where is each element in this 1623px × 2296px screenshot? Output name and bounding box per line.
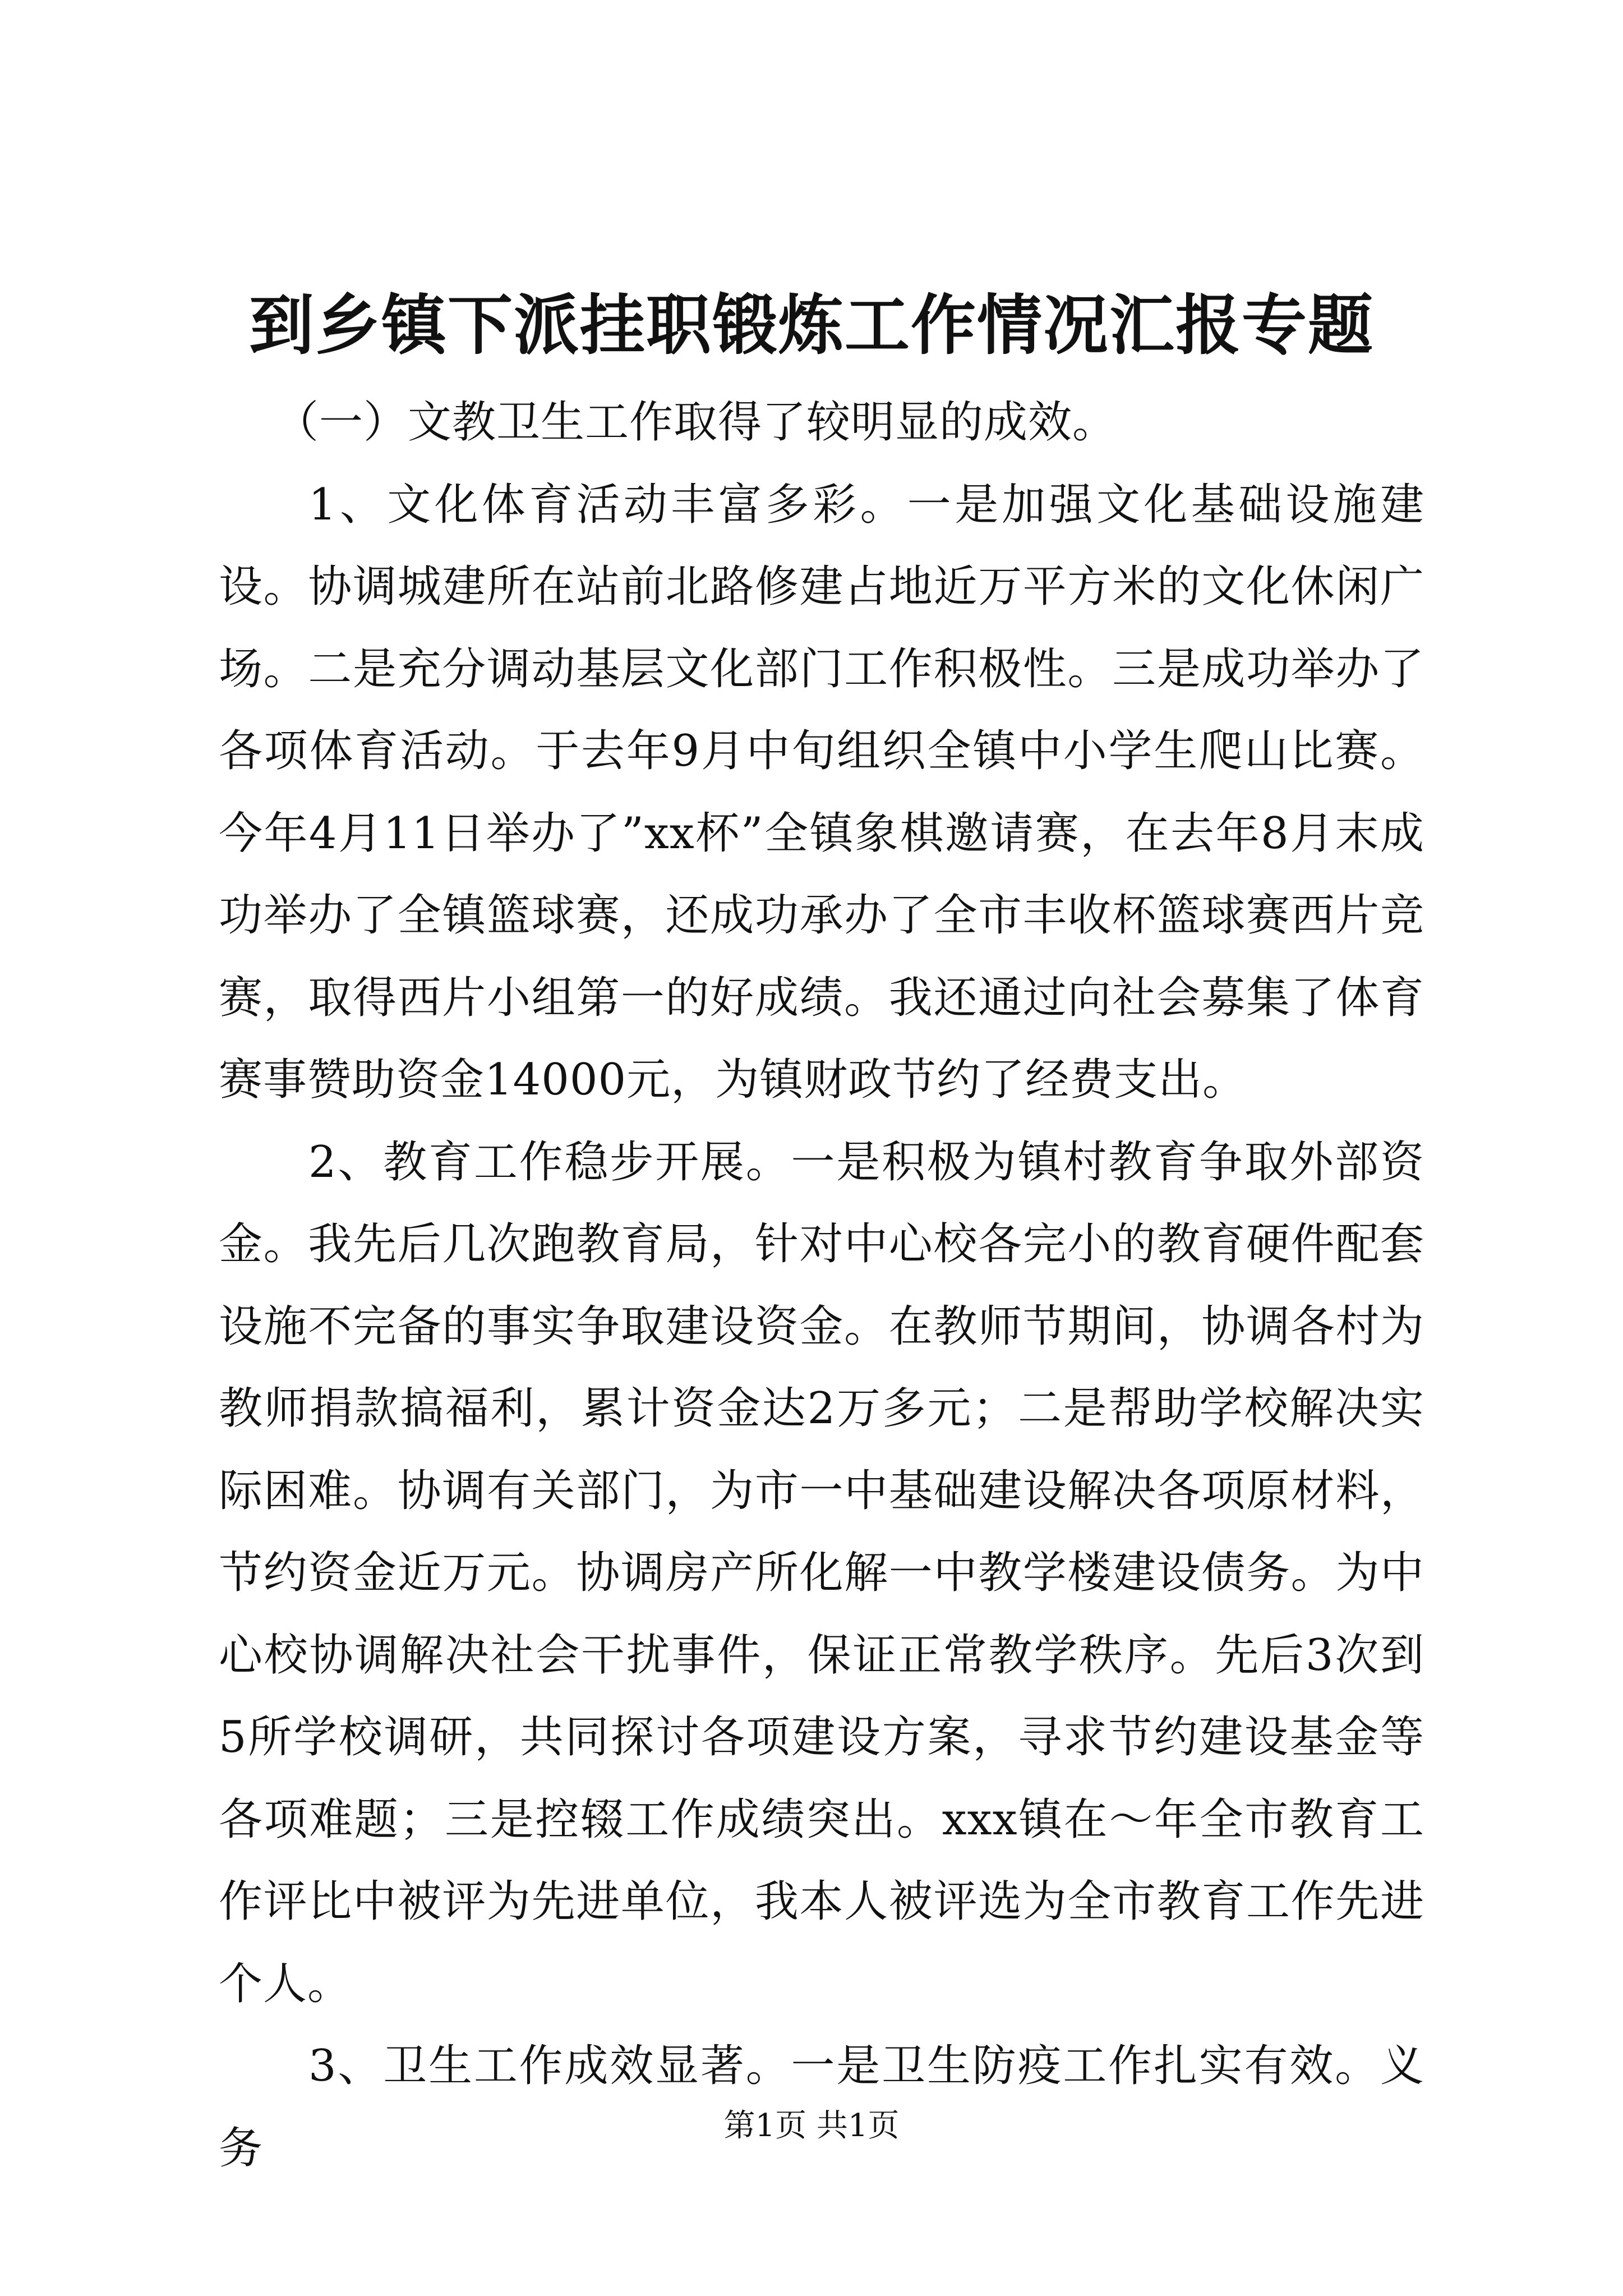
document-body: [219, 381, 1424, 2189]
page-footer: 第1页 共1页: [723, 2108, 900, 2144]
document-title: 到乡镇下派挂职锻炼工作情况汇报专题: [249, 287, 1374, 364]
paragraph-health: 3、卫生工作成效显著。一是卫生防疫工作扎实有效。义务: [219, 2041, 1424, 2174]
paragraph-culture-sports: 1、文化体育活动丰富多彩。一是加强文化基础设施建设。协调城建所在站前北路修建占地近万平方米的文化休闲广场。二是充分调动基层文化部门工作积极性。三是成功举办了各项体育活动。于去年9月中旬组织全镇中小学生爬山比赛。今年4月11日举办了”xx杯”全镇象棋邀请赛，在去年8月末成功举办了全镇篮球赛，还成功承办了全市丰收杯篮球赛西片竞赛，取得西片小组第一的好成绩。我还通过向社会募集了体育赛事赞助资金14000元，为镇财政节约了经费支出。: [219, 479, 1424, 1105]
paragraph-education: 2、教育工作稳步开展。一是积极为镇村教育争取外部资金。我先后几次跑教育局，针对中心校各完小的教育硬件配套设施不完备的事实争取建设资金。在教师节期间，协调各村为教师捐款搞福利，累计资金达2万多元；二是帮助学校解决实际困难。协调有关部门，为市一中基础建设解决各项原材料，节约资金近万元。协调房产所化解一中教学楼建设债务。为中心校协调解决社会干扰事件，保证正常教学秩序。先后3次到5所学校调研，共同探讨各项建设方案，寻求节约建设基金等各项难题；三是控辍工作成绩突出。xxx镇在～年全市教育工作评比中被评为先进单位，我本人被评选为全市教育工作先进个人。: [219, 1137, 1424, 2009]
section-heading: （一）文教卫生工作取得了较明显的成效。: [275, 397, 1117, 448]
